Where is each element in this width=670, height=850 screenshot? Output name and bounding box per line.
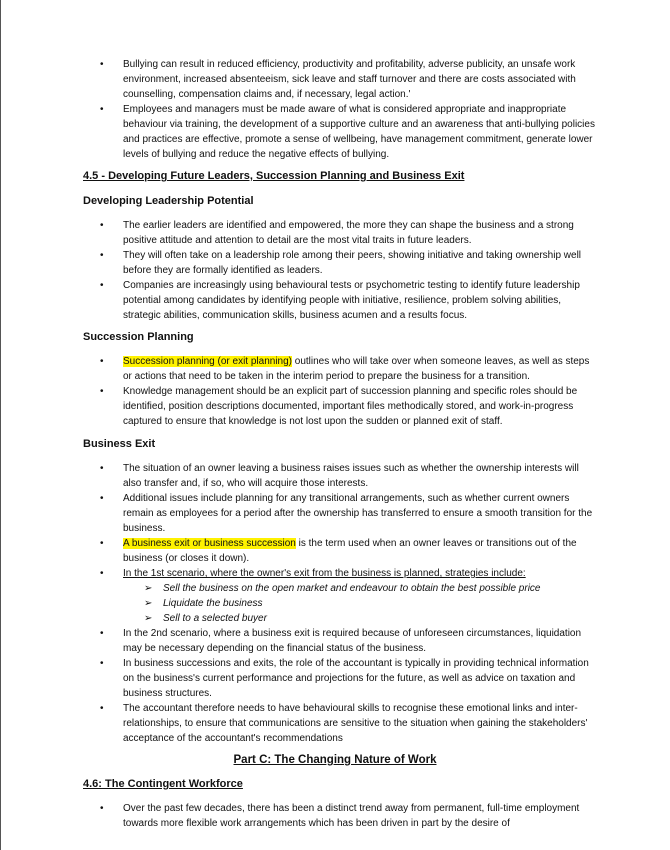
item-text: is the term used when an owner leaves or transitions out of the business (or closes it down). bbox=[123, 538, 577, 564]
bullet-icon: • bbox=[100, 658, 104, 669]
bullet-icon: • bbox=[100, 386, 104, 397]
arrow-icon: ➢ bbox=[144, 613, 153, 624]
bullet-icon: • bbox=[100, 568, 104, 579]
exit-list bbox=[0, 461, 670, 746]
bullet-icon: • bbox=[100, 59, 104, 70]
arrow-icon: ➢ bbox=[144, 598, 153, 609]
list-item bbox=[0, 354, 670, 384]
item-text: Additional issues include planning for any transitional arrangements, such as whether current owners remain as employees for a period after the ownership has transferred to ensure a smooth transition for the business. bbox=[123, 493, 593, 534]
sub-item-text: Sell to a selected buyer bbox=[163, 613, 267, 624]
sub-list-item bbox=[0, 596, 670, 611]
list-item bbox=[0, 218, 670, 248]
list-item bbox=[0, 384, 670, 429]
arrow-icon: ➢ bbox=[144, 583, 153, 594]
item-text: In the 1st scenario, where the owner's exit from the business is planned, strategies include: bbox=[123, 568, 526, 579]
list-item bbox=[0, 491, 670, 536]
section-heading: 4.5 - Developing Future Leaders, Succession Planning and Business Exit bbox=[83, 170, 465, 182]
bullet-icon: • bbox=[100, 803, 104, 814]
list-item bbox=[0, 248, 670, 278]
sub-item-text: Liquidate the business bbox=[163, 598, 263, 609]
item-text: The earlier leaders are identified and empowered, the more they can shape the business and a strong positive attitude and attention to detail are the most vital traits in future leaders. bbox=[123, 220, 574, 246]
subsection-heading: Business Exit bbox=[83, 438, 156, 450]
succession-list bbox=[0, 354, 670, 429]
list-item bbox=[0, 461, 670, 491]
highlighted-term: Succession planning (or exit planning) bbox=[123, 356, 292, 367]
list-item bbox=[0, 566, 670, 581]
item-text: Knowledge management should be an explicit part of succession planning and specific roles should be identified, position descriptions documented, important files methodically stored, and work-in-progress captured to ensure that knowledge is not lost upon the sudden or planned exit of staff. bbox=[123, 386, 578, 427]
item-text: They will often take on a leadership role among their peers, showing initiative and taking ownership well before they are formally identified as leaders. bbox=[123, 250, 582, 276]
contingent-list bbox=[0, 801, 670, 831]
list-item bbox=[0, 102, 670, 162]
item-text: The accountant therefore needs to have behavioural skills to recognise these emotional links and inter-relationships, to ensure that communications are sensitive to the situation when gaining the stakeholders' acceptance of the accountant's recommendations bbox=[123, 703, 588, 744]
item-text: In the 2nd scenario, where a business exit is required because of unforeseen circumstances, liquidation may be necessary depending on the financial status of the business. bbox=[123, 628, 582, 654]
list-item bbox=[0, 701, 670, 746]
section-heading: 4.6: The Contingent Workforce bbox=[83, 778, 243, 790]
highlighted-term: A business exit or business succession bbox=[123, 538, 296, 549]
bullet-icon: • bbox=[100, 463, 104, 474]
sub-list-item bbox=[0, 581, 670, 596]
item-text: Employees and managers must be made aware of what is considered appropriate and inappropriate behaviour via training, the development of a supportive culture and an awareness that anti-bullying policies and practices are effective, promote a sense of wellbeing, have management commitment, generate lower levels of bullying and reduce the negative effects of bullying. bbox=[123, 104, 595, 160]
bullet-icon: • bbox=[100, 280, 104, 291]
bullet-icon: • bbox=[100, 628, 104, 639]
sub-item-text: Sell the business on the open market and endeavour to obtain the best possible price bbox=[163, 583, 541, 594]
subsection-heading: Developing Leadership Potential bbox=[83, 195, 254, 207]
list-item bbox=[0, 801, 670, 831]
sub-list-item bbox=[0, 611, 670, 626]
intro-list bbox=[0, 57, 670, 162]
list-item bbox=[0, 57, 670, 102]
bullet-icon: • bbox=[100, 493, 104, 504]
bullet-icon: • bbox=[100, 356, 104, 367]
list-item bbox=[0, 626, 670, 656]
bullet-icon: • bbox=[100, 538, 104, 549]
subsection-heading: Succession Planning bbox=[83, 331, 194, 343]
item-text: Bullying can result in reduced efficiency, productivity and profitability, adverse publicity, an unsafe work environment, increased absenteeism, sick leave and staff turnover and there are costs associated with counselling, compensation claims and, if necessary, legal action.' bbox=[123, 59, 576, 100]
item-text: The situation of an owner leaving a business raises issues such as whether the ownership interests will also transfer and, if so, who will acquire those interests. bbox=[123, 463, 579, 489]
bullet-icon: • bbox=[100, 104, 104, 115]
bullet-icon: • bbox=[100, 250, 104, 261]
bullet-icon: • bbox=[100, 703, 104, 714]
leadership-list bbox=[0, 218, 670, 323]
list-item bbox=[0, 536, 670, 566]
bullet-icon: • bbox=[100, 220, 104, 231]
item-text: Companies are increasingly using behavioural tests or psychometric testing to identify future leadership potential among candidates by identifying people with initiative, resilience, problem solving abilities, strategic abilities, communication skills, business acumen and a results focus. bbox=[123, 280, 580, 321]
list-item bbox=[0, 278, 670, 323]
item-text: outlines who will take over when someone leaves, as well as steps or actions that need to be taken in the interim period to prepare the business for a transition. bbox=[123, 356, 590, 382]
list-item bbox=[0, 656, 670, 701]
item-text: In business successions and exits, the role of the accountant is typically in providing technical information on the business's current performance and projections for the future, as well as advice on taxation and business structures. bbox=[123, 658, 589, 699]
item-text: Over the past few decades, there has been a distinct trend away from permanent, full-time employment towards more flexible work arrangements which has been driven in part by the desire of bbox=[123, 803, 580, 829]
part-heading: Part C: The Changing Nature of Work bbox=[233, 754, 437, 766]
